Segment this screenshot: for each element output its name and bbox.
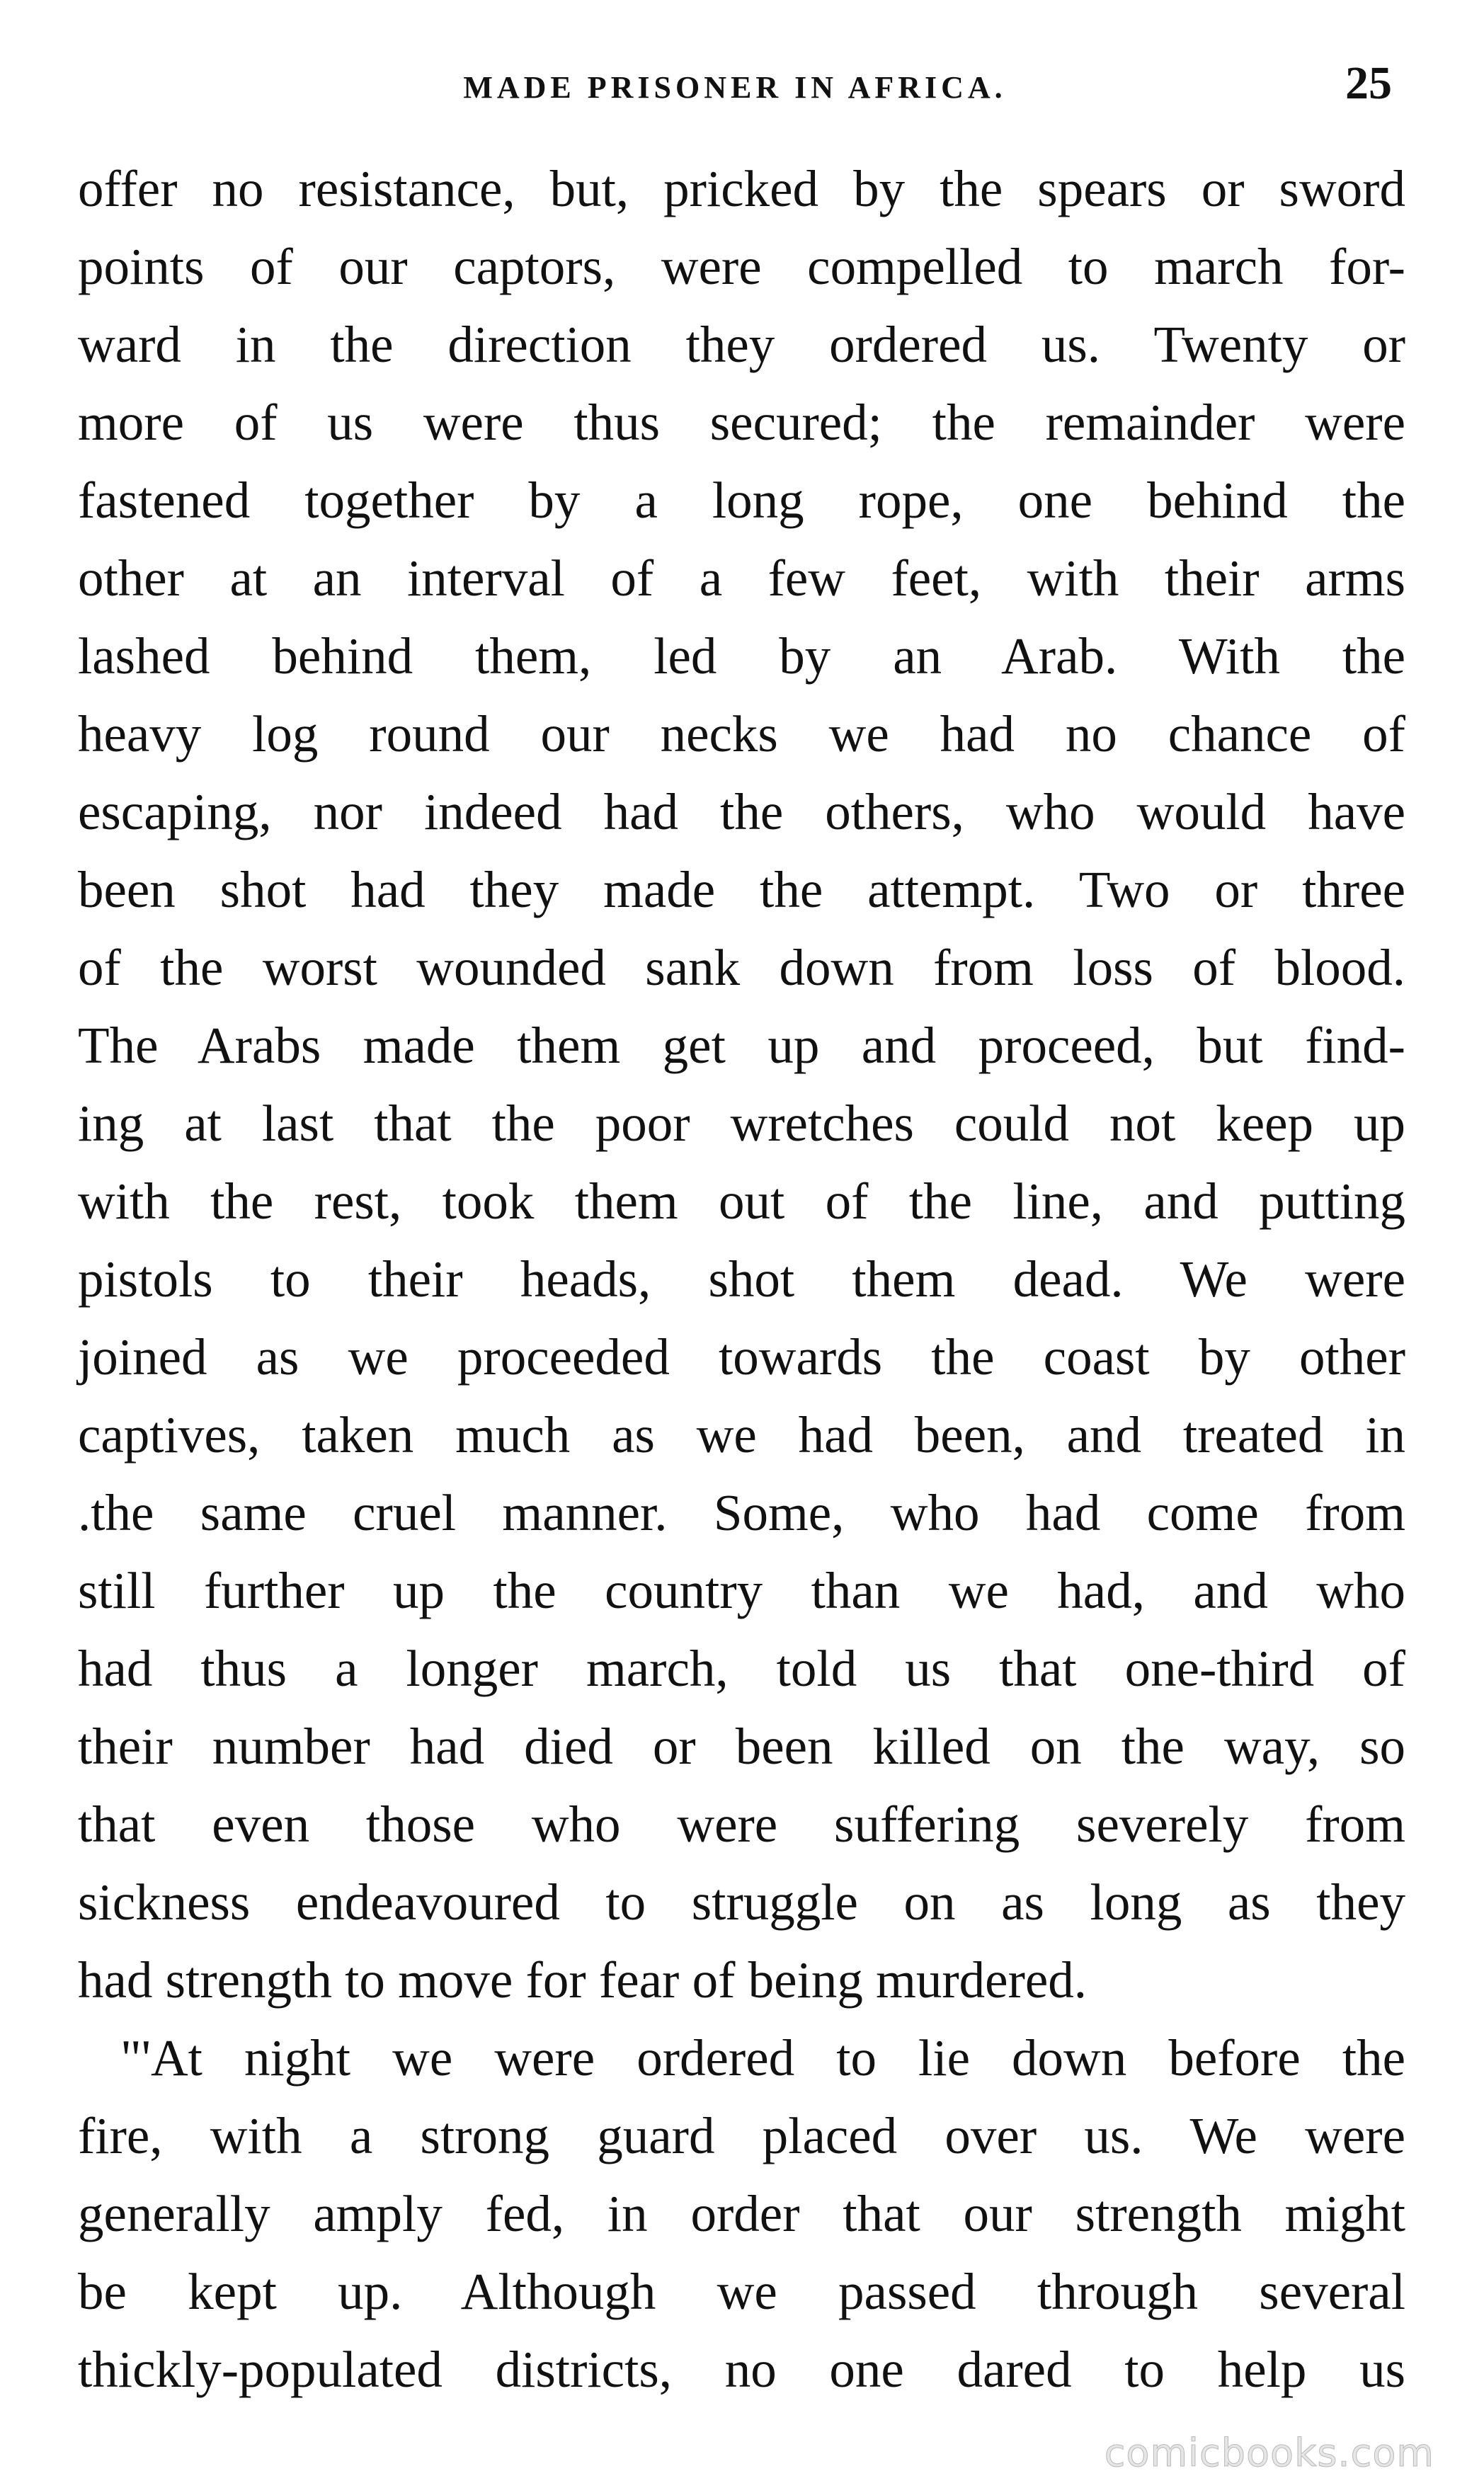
text-line: sickness endeavoured to struggle on as long as they xyxy=(78,1873,1405,1931)
text-line: joined as we proceeded towards the coast by other xyxy=(78,1328,1405,1386)
text-line: ward in the direction they ordered us. Twenty or xyxy=(78,316,1405,373)
paragraph-start-line: "'At night we were ordered to lie down before the xyxy=(120,2029,1405,2087)
text-line: ing at last that the poor wretches could not keep up xyxy=(78,1095,1405,1152)
text-line: escaping, nor indeed had the others, who would have xyxy=(78,783,1405,840)
text-line: their number had died or been killed on the way, so xyxy=(78,1718,1405,1775)
text-line: that even those who were suffering severely from xyxy=(78,1796,1405,1853)
text-line: had thus a longer march, told us that one-third of xyxy=(78,1640,1405,1697)
text-line: more of us were thus secured; the remainder were xyxy=(78,394,1405,451)
text-line: captives, taken much as we had been, and treated in xyxy=(78,1406,1405,1463)
text-line: .the same cruel manner. Some, who had come from xyxy=(78,1484,1405,1541)
text-line: generally amply fed, in order that our strength might xyxy=(78,2185,1405,2242)
text-line: fire, with a strong guard placed over us. We were xyxy=(78,2107,1405,2164)
text-line: still further up the country than we had, and who xyxy=(78,1562,1405,1619)
text-line: with the rest, took them out of the line, and putting xyxy=(78,1172,1405,1230)
body-text xyxy=(78,150,1405,2409)
text-line: The Arabs made them get up and proceed, but find- xyxy=(78,1017,1405,1074)
watermark: comicbooks.com xyxy=(1104,2431,1434,2475)
paragraph-end-line: had strength to move for fear of being murdered. xyxy=(78,1951,1088,2009)
text-line: points of our captors, were compelled to march for- xyxy=(78,238,1405,295)
running-title: MADE PRISONER IN AFRICA. xyxy=(463,70,1007,105)
text-line: been shot had they made the attempt. Two or three xyxy=(78,861,1405,918)
text-line: pistols to their heads, shot them dead. We were xyxy=(78,1250,1405,1308)
text-line: other at an interval of a few feet, with their arms xyxy=(78,549,1405,607)
text-line: of the worst wounded sank down from loss of blood. xyxy=(78,939,1405,996)
text-line: heavy log round our necks we had no chance of xyxy=(78,705,1405,763)
text-line: fastened together by a long rope, one behind the xyxy=(78,472,1405,529)
page-number: 25 xyxy=(1345,57,1392,109)
text-line: thickly-populated districts, no one dared to help us xyxy=(78,2341,1405,2398)
text-line: be kept up. Although we passed through several xyxy=(78,2263,1405,2320)
text-line: offer no resistance, but, pricked by the spears or sword xyxy=(78,160,1405,217)
running-header xyxy=(78,57,1392,120)
text-line: lashed behind them, led by an Arab. With the xyxy=(78,627,1405,685)
